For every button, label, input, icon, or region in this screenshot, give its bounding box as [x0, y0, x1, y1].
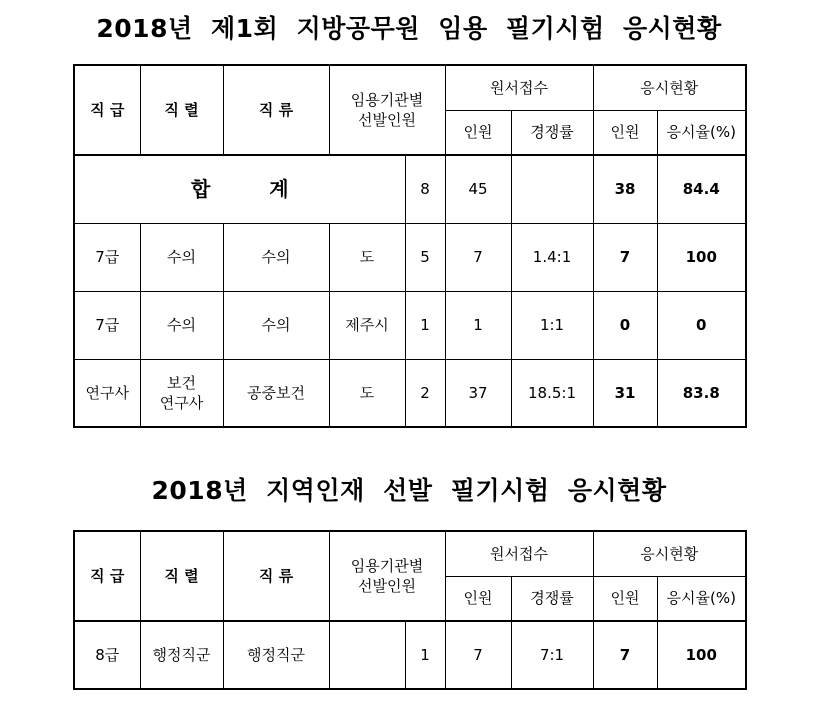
cell-exam-rate: 83.8	[657, 360, 746, 428]
cell-selected: 1	[405, 621, 445, 689]
cell-grade: 8급	[74, 621, 140, 689]
cell-selected: 5	[405, 224, 445, 292]
cell-exam-rate: 100	[657, 621, 746, 689]
total-row	[74, 155, 746, 224]
header-exam-status: 응시현황	[593, 65, 746, 111]
total-exam-rate: 84.4	[657, 155, 746, 224]
cell-series: 보건 연구사	[140, 360, 223, 428]
cell-competition: 1:1	[511, 292, 593, 360]
cell-agency: 도	[329, 360, 405, 428]
total-competition	[511, 155, 593, 224]
header-exam-count: 인원	[593, 111, 657, 156]
total-applicants: 45	[445, 155, 511, 224]
table-row	[74, 224, 746, 292]
cell-competition: 18.5:1	[511, 360, 593, 428]
table-row	[74, 360, 746, 428]
header-series: 직 렬	[140, 65, 223, 155]
header-app-count: 인원	[445, 111, 511, 156]
header-application: 원서접수	[445, 531, 593, 577]
header-series: 직 렬	[140, 531, 223, 621]
cell-selected: 2	[405, 360, 445, 428]
total-examinees: 38	[593, 155, 657, 224]
header-agency-selection: 임용기관별 선발인원	[329, 65, 445, 155]
cell-applicants: 7	[445, 224, 511, 292]
cell-series: 수의	[140, 292, 223, 360]
header-class: 직 류	[223, 65, 329, 155]
cell-class: 공중보건	[223, 360, 329, 428]
cell-examinees: 7	[593, 224, 657, 292]
exam-status-table-2	[73, 530, 747, 690]
cell-class: 수의	[223, 224, 329, 292]
header-app-rate: 경쟁률	[511, 111, 593, 156]
header-app-rate: 경쟁률	[511, 577, 593, 622]
header-grade: 직 급	[74, 65, 140, 155]
table2-title: 2018년 지역인재 선발 필기시험 응시현황	[151, 476, 667, 505]
cell-grade: 7급	[74, 292, 140, 360]
cell-selected: 1	[405, 292, 445, 360]
cell-agency: 도	[329, 224, 405, 292]
header-agency-selection: 임용기관별 선발인원	[329, 531, 445, 621]
table-row	[74, 292, 746, 360]
cell-grade: 연구사	[74, 360, 140, 428]
total-selected: 8	[405, 155, 445, 224]
header-application: 원서접수	[445, 65, 593, 111]
cell-grade: 7급	[74, 224, 140, 292]
header-grade: 직 급	[74, 531, 140, 621]
cell-applicants: 37	[445, 360, 511, 428]
cell-class: 행정직군	[223, 621, 329, 689]
header-exam-rate: 응시율(%)	[657, 577, 746, 622]
header-exam-rate: 응시율(%)	[657, 111, 746, 156]
cell-exam-rate: 0	[657, 292, 746, 360]
cell-competition: 7:1	[511, 621, 593, 689]
header-app-count: 인원	[445, 577, 511, 622]
table1-title: 2018년 제1회 지방공무원 임용 필기시험 응시현황	[96, 14, 722, 43]
table-row	[74, 621, 746, 689]
cell-applicants: 7	[445, 621, 511, 689]
header-exam-count: 인원	[593, 577, 657, 622]
cell-examinees: 7	[593, 621, 657, 689]
cell-examinees: 0	[593, 292, 657, 360]
exam-status-table-1	[73, 64, 747, 428]
cell-competition: 1.4:1	[511, 224, 593, 292]
total-label: 합 계	[74, 155, 405, 224]
header-class: 직 류	[223, 531, 329, 621]
cell-agency	[329, 621, 405, 689]
cell-exam-rate: 100	[657, 224, 746, 292]
cell-agency: 제주시	[329, 292, 405, 360]
cell-examinees: 31	[593, 360, 657, 428]
cell-series: 행정직군	[140, 621, 223, 689]
cell-class: 수의	[223, 292, 329, 360]
cell-applicants: 1	[445, 292, 511, 360]
cell-series: 수의	[140, 224, 223, 292]
header-exam-status: 응시현황	[593, 531, 746, 577]
